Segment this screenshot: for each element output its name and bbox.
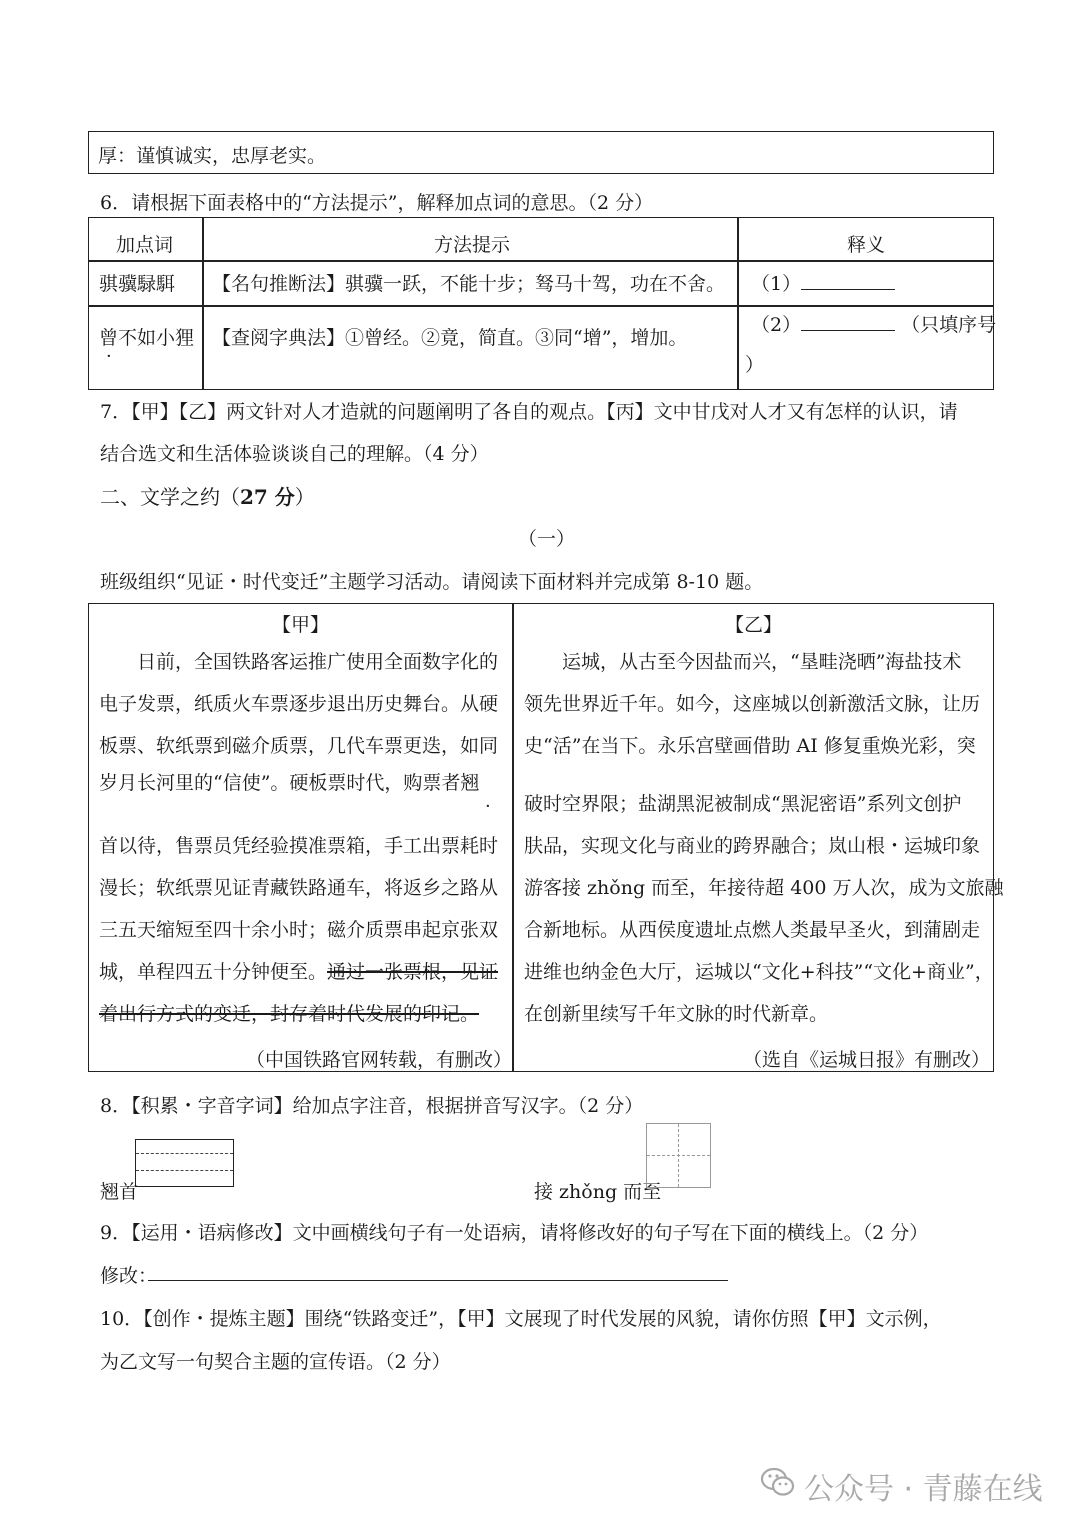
q8-pinyin-box[interactable] (135, 1139, 234, 1187)
jia-line-8-text: 城，单程四五十分钟便至。 (99, 961, 328, 983)
q7-line2: 结合选文和生活体验谈谈自己的理解。（4 分） (100, 443, 489, 465)
q6-prompt: 6．请根据下面表格中的“方法提示”，解释加点词的意思。（2 分） (100, 192, 654, 214)
q6-row2-emphasis-dot: · (106, 346, 112, 367)
q6-row2-answer-blank[interactable] (801, 312, 895, 331)
yi-line-3: 史“活”在当下。永乐宫壁画借助 AI 修复重焕光彩，突 (524, 735, 976, 757)
jia-line-6: 漫长；软纸票见证青藏铁路通车，将返乡之路从 (99, 877, 499, 899)
top-definition-text: 厚：谨慎诚实，忠厚老实。 (98, 145, 327, 167)
q6-col-divider-1 (202, 218, 204, 389)
material-col-divider (512, 604, 514, 1071)
yi-line-9: 在创新里续写千年文脉的时代新章。 (524, 1003, 829, 1025)
q9-prompt: 9．【运用・语病修改】文中画横线句子有一处语病，请将修改好的句子写在下面的横线上。（2 分） (100, 1222, 929, 1244)
q10-line1: 10．【创作・提炼主题】围绕“铁路变迁”，【甲】文展现了时代发展的风貌，请你仿照【甲】文示例， (100, 1308, 942, 1330)
q6-row2-word (99, 323, 194, 350)
q6-header-meaning: 释义 (847, 234, 886, 256)
wechat-icon (760, 1464, 796, 1500)
yi-line-2: 领先世界近千年。如今，这座城以创新激活文脉，让历 (524, 693, 981, 715)
yi-source: （选自《运城日报》有删改） (743, 1049, 991, 1071)
q6-row1-hint: 【名句推断法】骐骥一跃，不能十步；驽马十驾，功在不舍。 (212, 273, 726, 295)
yi-label: 【乙】 (725, 614, 783, 636)
section2-title (100, 481, 315, 510)
q6-col-divider-2 (737, 218, 739, 389)
q6-row2-answer-prefix: （2） (751, 314, 802, 336)
jia-line-4: 岁月长河里的“信使”。硬板票时代，购票者翘 (99, 772, 480, 794)
section2-subtitle: （一） (518, 528, 576, 550)
material-intro: 班级组织“见证・时代变迁”主题学习活动。请阅读下面材料并完成第 8-10 题。 (100, 571, 764, 593)
q6-row-divider-1 (89, 260, 993, 262)
q8-prompt: 8．【积累・字音字词】给加点字注音，根据拼音写汉字。（2 分） (100, 1095, 644, 1117)
grid-horizontal-guide (647, 1155, 710, 1156)
section2-title-pre: 二、文学之约（ (100, 485, 240, 509)
jia-source: （中国铁路官网转载，有删改） (246, 1049, 513, 1071)
q8-character-grid[interactable] (646, 1123, 711, 1188)
jia-line-2: 电子发票，纸质火车票逐步退出历史舞台。从硬 (99, 693, 499, 715)
yi-line-6: 游客接 zhǒng 而至，年接待超 400 万人次，成为文旅融 (524, 877, 1004, 899)
jia-line-8 (99, 951, 498, 993)
q6-row2-answer-suffix: （只填序号 (901, 314, 997, 336)
jia-line-1: 日前，全国铁路客运推广使用全面数字化的 (137, 651, 499, 673)
jia-underlined-sentence-part2: 着出行方式的变迁，封存着时代发展的印记。 (99, 1003, 480, 1025)
q6-header-word: 加点词 (116, 234, 174, 256)
section2-title-post: ） (294, 485, 315, 509)
jia-label: 【甲】 (272, 614, 330, 636)
yi-line-1: 运城，从古至今因盐而兴，“垦畦浇晒”海盐技术 (562, 651, 962, 673)
q8-left-label: 翘首 (100, 1181, 139, 1203)
q8-right-label: 接 zhǒng 而至 (534, 1181, 662, 1203)
jia-underlined-sentence-part1: 通过一张票根，见证 (327, 961, 499, 983)
q6-row1-answer-prefix: （1） (751, 273, 802, 295)
yi-line-8: 进维也纳金色大厅，运城以“文化+科技”“文化+商业”， (524, 961, 994, 983)
q9-answer-line[interactable] (148, 1280, 728, 1281)
q6-row1-answer (751, 269, 895, 296)
q6-row1-answer-blank[interactable] (801, 271, 895, 290)
jia-line-5: 首以待，售票员凭经验摸准票箱，手工出票耗时 (99, 835, 499, 857)
q6-header-hint: 方法提示 (434, 234, 511, 256)
yi-line-5: 肤品，实现文化与商业的跨界融合；岚山根・运城印象 (524, 835, 981, 857)
pinyin-guide-line-1 (136, 1153, 233, 1154)
q9-fix-label: 修改： (100, 1265, 158, 1287)
material-table (88, 603, 1004, 1072)
q6-row1-word: 骐骥騄駬 (99, 273, 176, 295)
q6-row2-answer (751, 310, 996, 337)
jia-line-3: 板票、软纸票到磁介质票，几代车票更迭，如同 (99, 735, 499, 757)
q6-row2-hint: 【查阅字典法】①曾经。②竟，简直。③同“增”，增加。 (212, 327, 688, 349)
q6-row2-answer-close: ） (745, 354, 765, 376)
q10-line2: 为乙文写一句契合主题的宣传语。（2 分） (100, 1351, 451, 1373)
top-definition-box (88, 131, 994, 174)
yi-line-7: 合新地标。从西侯度遗址点燃人类最早圣火，到蒲剧走 (524, 919, 981, 941)
q7-line1: 7．【甲】【乙】两文针对人才造就的问题阐明了各自的观点。【丙】文中甘戊对人才又有怎样的认识，请 (100, 401, 958, 423)
q6-row-divider-2 (89, 305, 993, 307)
watermark-text: 公众号 · 青藤在线 (804, 1472, 1043, 1507)
q6-row2-word-text: 曾不如小狸 (99, 327, 195, 349)
jia-emphasis-dot: · (485, 796, 491, 817)
q6-table (88, 217, 997, 390)
jia-line-7: 三五天缩短至四十余小时；磁介质票串起京张双 (99, 919, 499, 941)
section2-title-score: 27 分 (240, 485, 295, 509)
pinyin-guide-line-2 (136, 1170, 233, 1171)
yi-line-4: 破时空界限；盐湖黑泥被制成“黑泥密语”系列文创护 (524, 793, 962, 815)
